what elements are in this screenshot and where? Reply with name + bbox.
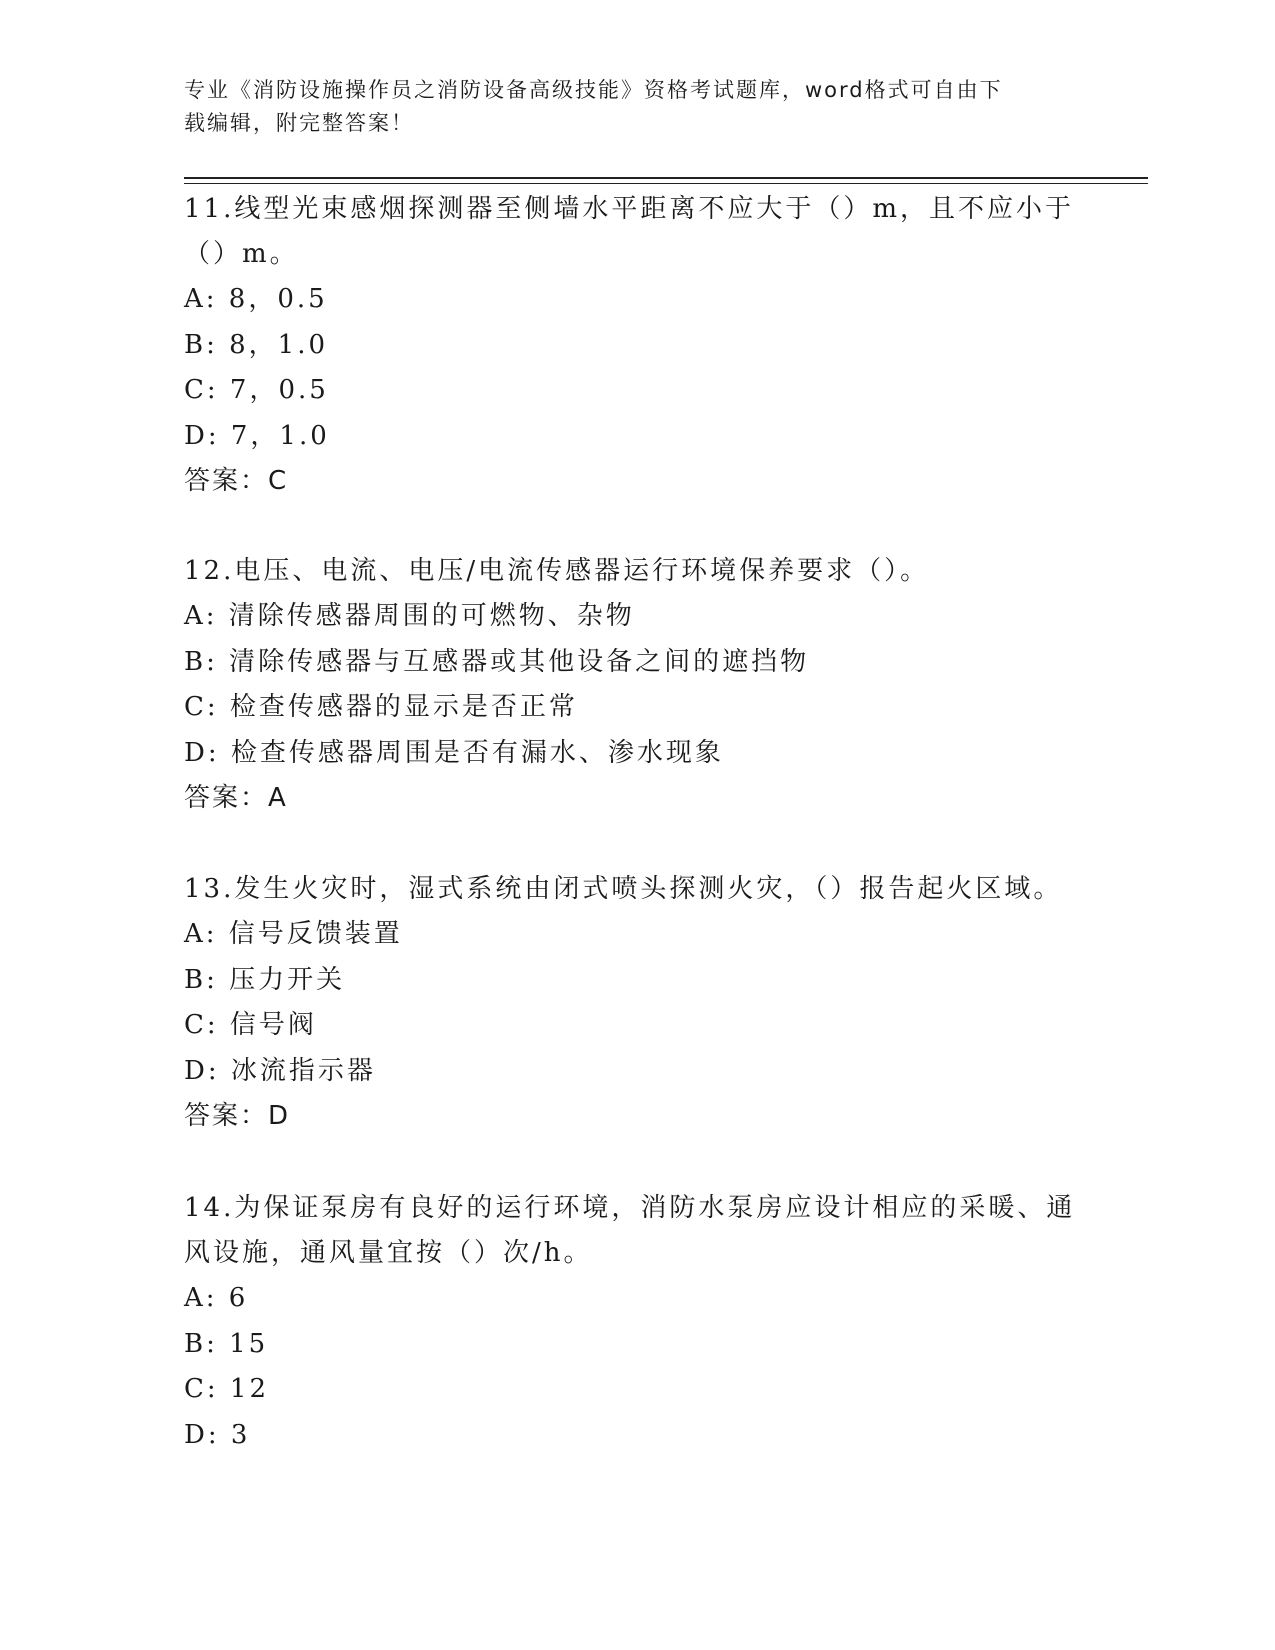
option-c: C: 检查传感器的显示是否正常: [184, 692, 578, 722]
option-d: D: 检查传感器周围是否有漏水、渗水现象: [184, 737, 724, 768]
question-stem-line: 14.为保证泵房有良好的运行环境，消防水泵房应设计相应的采暖、通: [184, 1193, 1076, 1223]
question-stem-line: （）m。: [184, 239, 299, 269]
answer-line: 答案：D: [184, 1101, 291, 1131]
option-c: C: 12: [184, 1374, 270, 1404]
option-b: B: 15: [184, 1328, 269, 1359]
option-d: D: 3: [184, 1419, 251, 1450]
option-a: A: 清除传感器周围的可燃物、杂物: [184, 601, 635, 631]
option-d: D: 冰流指示器: [184, 1055, 376, 1086]
header-line-1: 专业《消防设施操作员之消防设备高级技能》资格考试题库，word格式可自由下: [184, 78, 1003, 102]
option-d: D: 7，1.0: [184, 420, 330, 451]
option-a: A: 6: [184, 1283, 249, 1313]
answer-line: 答案：C: [184, 466, 289, 496]
header-divider-thick: [184, 177, 1148, 179]
question-stem-line: 11.线型光束感烟探测器至侧墙水平距离不应大于（）m，且不应小于: [184, 194, 1075, 224]
option-b: B: 压力开关: [184, 964, 346, 995]
option-b: B: 8，1.0: [184, 329, 329, 360]
question-stem-line: 13.发生火灾时，湿式系统由闭式喷头探测火灾，（）报告起火区域。: [184, 874, 1063, 904]
question-12: [184, 549, 1084, 821]
question-13: [184, 867, 1084, 1139]
header-divider-thin: [184, 183, 1148, 184]
answer-line: 答案：A: [184, 783, 288, 813]
option-c: C: 7，0.5: [184, 375, 329, 405]
option-a: A: 信号反馈装置: [184, 919, 403, 949]
option-b: B: 清除传感器与互感器或其他设备之间的遮挡物: [184, 646, 810, 677]
header-line-2: 载编辑，附完整答案！: [184, 111, 414, 135]
question-14: [184, 1186, 1084, 1458]
document-header: [184, 74, 1084, 140]
question-stem-line: 12.电压、电流、电压/电流传感器运行环境保养要求（）。: [184, 556, 930, 586]
option-c: C: 信号阀: [184, 1010, 317, 1040]
question-stem-line: 风设施，通风量宜按（）次/h。: [184, 1238, 593, 1268]
option-a: A: 8，0.5: [184, 284, 328, 314]
question-11: [184, 187, 1084, 504]
